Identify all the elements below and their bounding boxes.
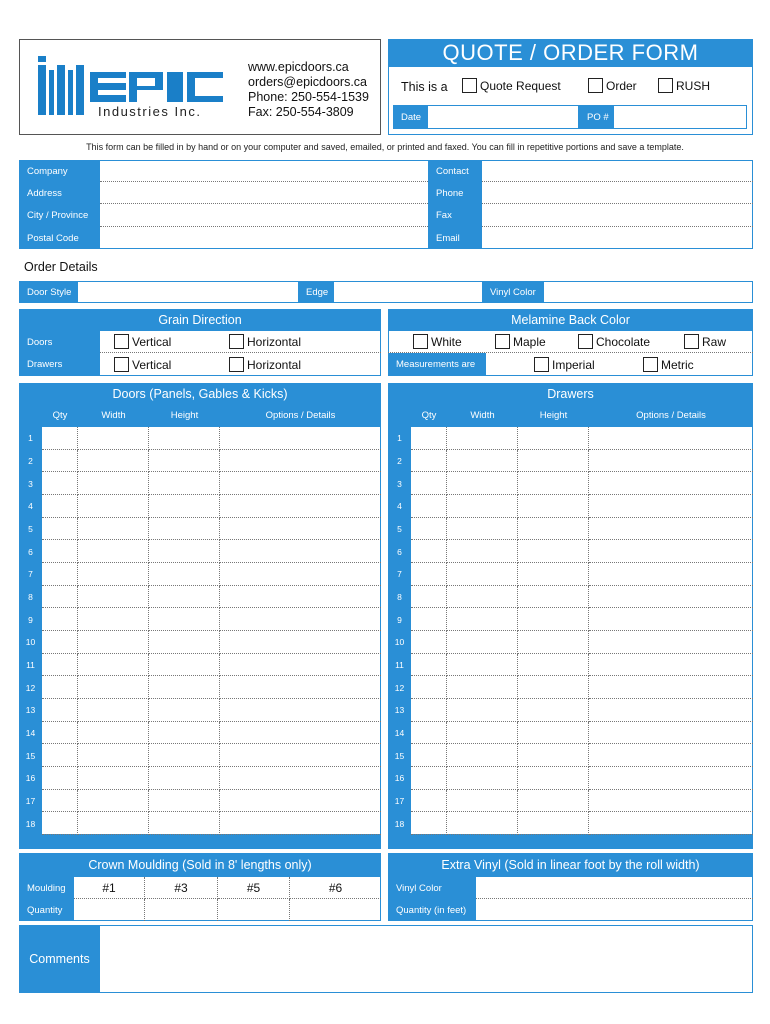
doors-cell[interactable]: [149, 586, 220, 609]
extra-vinyl-color-label: Vinyl Color: [388, 877, 476, 899]
doors-row-number: 2: [28, 455, 33, 466]
drawers-cell[interactable]: [589, 767, 753, 790]
melamine-raw-option[interactable]: Raw: [684, 334, 726, 349]
crown-quantity-field[interactable]: [218, 899, 290, 921]
chocolate-checkbox[interactable]: [578, 334, 593, 349]
drawers-cell[interactable]: [447, 676, 518, 699]
drawers-row-number: 13: [394, 705, 405, 716]
drawers-col-options: Options / Details: [636, 410, 706, 421]
doors-cell[interactable]: [149, 450, 220, 473]
drawers-cell[interactable]: [447, 427, 518, 450]
doors-cell[interactable]: [78, 495, 149, 518]
doors-vertical-option[interactable]: Vertical: [114, 334, 171, 349]
doors-cell[interactable]: [220, 540, 381, 563]
drawers-cell[interactable]: [518, 450, 589, 473]
fax-label: Fax: [428, 204, 482, 227]
drawers-cell[interactable]: [411, 540, 447, 563]
doors-cell[interactable]: [42, 767, 78, 790]
crown-option-label: #5: [218, 877, 290, 899]
phone-label: Phone: [428, 182, 482, 204]
address-label: Address: [19, 182, 100, 204]
doors-cell[interactable]: [149, 654, 220, 677]
drawers-cell[interactable]: [447, 654, 518, 677]
drawers-cell[interactable]: [411, 563, 447, 586]
doors-cell[interactable]: [220, 722, 381, 745]
drawers-cell[interactable]: [589, 790, 753, 813]
doors-row-number: 13: [25, 705, 36, 716]
drawers-cell[interactable]: [518, 812, 589, 835]
drawers-cell[interactable]: [447, 631, 518, 654]
metric-checkbox[interactable]: [643, 357, 658, 372]
doors-cell[interactable]: [149, 790, 220, 813]
metric-option[interactable]: Metric: [643, 357, 694, 372]
email-label: Email: [428, 227, 482, 249]
doors-cell[interactable]: [78, 450, 149, 473]
doors-cell[interactable]: [220, 654, 381, 677]
extra-vinyl-color-field[interactable]: [476, 877, 753, 899]
company-field[interactable]: [100, 160, 428, 182]
drawers-cell[interactable]: [411, 586, 447, 609]
drawers-cell[interactable]: [518, 631, 589, 654]
doors-cell[interactable]: [42, 744, 78, 767]
grain-doors-label: Doors: [19, 331, 100, 353]
website-link[interactable]: www.epicdoors.ca: [248, 60, 349, 74]
doors-cell[interactable]: [78, 767, 149, 790]
crown-moulding-title: Crown Moulding (Sold in 8' lengths only): [19, 853, 381, 877]
form-title: QUOTE / ORDER FORM: [388, 39, 753, 67]
drawers-cell[interactable]: [518, 540, 589, 563]
doors-cell[interactable]: [220, 744, 381, 767]
drawers-row-number: 3: [397, 478, 402, 489]
doors-horizontal-checkbox[interactable]: [229, 334, 244, 349]
drawers-cell[interactable]: [589, 563, 753, 586]
doors-row-number: 15: [25, 750, 36, 761]
doors-cell[interactable]: [78, 540, 149, 563]
crown-quantity-field[interactable]: [145, 899, 218, 921]
doors-cell[interactable]: [149, 812, 220, 835]
doors-row-number: 6: [28, 546, 33, 557]
raw-checkbox[interactable]: [684, 334, 699, 349]
extra-vinyl-title: Extra Vinyl (Sold in linear foot by the roll width): [388, 853, 753, 877]
doors-cell[interactable]: [42, 563, 78, 586]
doors-cell[interactable]: [149, 495, 220, 518]
drawers-cell[interactable]: [518, 744, 589, 767]
doors-cell[interactable]: [42, 676, 78, 699]
drawers-col-width: Width: [470, 410, 495, 421]
city-field[interactable]: [100, 204, 428, 227]
drawers-cell[interactable]: [589, 812, 753, 835]
doors-cell[interactable]: [42, 495, 78, 518]
drawers-cell[interactable]: [589, 699, 753, 722]
moulding-label: Moulding: [19, 877, 74, 899]
extra-vinyl-quantity-field[interactable]: [476, 899, 753, 921]
drawers-cell[interactable]: [518, 676, 589, 699]
doors-cell[interactable]: [149, 540, 220, 563]
drawers-row-number: 7: [397, 569, 402, 580]
drawers-cell[interactable]: [518, 722, 589, 745]
order-checkbox[interactable]: [588, 78, 603, 93]
drawers-row-number: 4: [397, 501, 402, 512]
grain-drawers-label: Drawers: [19, 353, 100, 376]
doors-table-title: Doors (Panels, Gables & Kicks): [112, 387, 288, 401]
crown-option-label: #6: [290, 877, 381, 899]
drawers-cell[interactable]: [589, 472, 753, 495]
drawers-cell[interactable]: [589, 495, 753, 518]
drawers-row-number: 9: [397, 614, 402, 625]
date-label: Date: [393, 105, 427, 129]
drawers-cell[interactable]: [589, 427, 753, 450]
melamine-maple-option[interactable]: Maple: [495, 334, 546, 349]
drawers-cell[interactable]: [589, 676, 753, 699]
doors-cell[interactable]: [78, 744, 149, 767]
drawers-cell[interactable]: [411, 676, 447, 699]
doors-cell[interactable]: [78, 427, 149, 450]
order-details-title: Order Details: [24, 260, 98, 274]
doors-cell[interactable]: [220, 676, 381, 699]
crown-option-label: #1: [74, 877, 145, 899]
door-style-field[interactable]: [78, 281, 298, 303]
fax-field[interactable]: [482, 204, 753, 227]
drawers-cell[interactable]: [518, 654, 589, 677]
drawers-cell[interactable]: [447, 767, 518, 790]
doors-cell[interactable]: [149, 518, 220, 541]
measurements-label: Measurements are: [388, 353, 486, 376]
order-option[interactable]: Order: [588, 78, 637, 93]
phone-text: Phone: 250-554-1539: [248, 90, 369, 104]
drawers-cell[interactable]: [411, 495, 447, 518]
doors-cell[interactable]: [149, 608, 220, 631]
drawers-cell[interactable]: [411, 790, 447, 813]
doors-cell[interactable]: [220, 495, 381, 518]
doors-row-number: 8: [28, 592, 33, 603]
date-field[interactable]: [427, 105, 579, 129]
doors-cell[interactable]: [149, 472, 220, 495]
this-is-a-label: This is a: [401, 80, 448, 94]
rush-option[interactable]: RUSH: [658, 78, 710, 93]
doors-cell[interactable]: [220, 450, 381, 473]
drawers-cell[interactable]: [518, 495, 589, 518]
drawers-cell[interactable]: [447, 450, 518, 473]
crown-quantity-label: Quantity: [19, 899, 74, 921]
drawers-cell[interactable]: [589, 608, 753, 631]
drawers-cell[interactable]: [411, 699, 447, 722]
doors-cell[interactable]: [42, 722, 78, 745]
doors-cell[interactable]: [78, 586, 149, 609]
postal-field[interactable]: [100, 227, 428, 249]
doors-cell[interactable]: [149, 767, 220, 790]
email-field[interactable]: [482, 227, 753, 249]
doors-row-number: 3: [28, 478, 33, 489]
drawers-row-number: 14: [394, 728, 405, 739]
doors-cell[interactable]: [42, 450, 78, 473]
drawers-cell[interactable]: [447, 472, 518, 495]
melamine-white-option[interactable]: White: [413, 334, 462, 349]
doors-row-number: 1: [28, 433, 33, 444]
crown-option-label: #3: [145, 877, 218, 899]
doors-cell[interactable]: [149, 699, 220, 722]
doors-cell[interactable]: [220, 631, 381, 654]
doors-row-number: 14: [25, 728, 36, 739]
drawers-cell[interactable]: [589, 654, 753, 677]
quote-request-checkbox[interactable]: [462, 78, 477, 93]
contact-info: [248, 60, 369, 120]
doors-cell[interactable]: [78, 608, 149, 631]
drawers-col-qty: Qty: [421, 410, 437, 421]
drawers-col-height: Height: [539, 410, 568, 421]
doors-cell[interactable]: [220, 563, 381, 586]
instructions-text: This form can be filled in by hand or on your computer and saved, emailed, or printed and faxed. You can fill in repetitive portions and save a template.: [86, 142, 684, 152]
edge-field[interactable]: [334, 281, 482, 303]
doors-cell[interactable]: [42, 631, 78, 654]
drawers-cell[interactable]: [589, 744, 753, 767]
drawers-cell[interactable]: [518, 608, 589, 631]
doors-cell[interactable]: [220, 699, 381, 722]
doors-cell[interactable]: [220, 427, 381, 450]
doors-cell[interactable]: [220, 812, 381, 835]
doors-cell[interactable]: [42, 427, 78, 450]
doors-cell[interactable]: [42, 790, 78, 813]
drawers-cell[interactable]: [447, 699, 518, 722]
drawers-row-number: 10: [394, 637, 405, 648]
city-label: City / Province: [19, 204, 100, 227]
drawers-cell[interactable]: [518, 767, 589, 790]
doors-cell[interactable]: [42, 699, 78, 722]
edge-label: Edge: [298, 281, 334, 303]
doors-row-number: 11: [26, 660, 35, 671]
drawers-cell[interactable]: [447, 495, 518, 518]
melamine-chocolate-option[interactable]: Chocolate: [578, 334, 650, 349]
contact-field[interactable]: [482, 160, 753, 182]
doors-cell[interactable]: [78, 699, 149, 722]
doors-row-number: 12: [25, 682, 36, 693]
drawers-row-number: 18: [394, 818, 405, 829]
doors-col-options: Options / Details: [265, 410, 336, 421]
doors-cell[interactable]: [78, 654, 149, 677]
doors-cell[interactable]: [42, 812, 78, 835]
drawers-cell[interactable]: [411, 518, 447, 541]
drawers-cell[interactable]: [518, 472, 589, 495]
drawers-cell[interactable]: [447, 608, 518, 631]
crown-quantity-field[interactable]: [74, 899, 145, 921]
drawers-vertical-option[interactable]: Vertical: [114, 357, 171, 372]
fax-text: Fax: 250-554-3809: [248, 105, 354, 119]
doors-cell[interactable]: [42, 472, 78, 495]
company-label: Company: [19, 160, 100, 182]
drawers-cell[interactable]: [447, 722, 518, 745]
doors-row-number: 7: [28, 569, 33, 580]
doors-row-number: 9: [28, 614, 33, 625]
drawers-cell[interactable]: [447, 586, 518, 609]
doors-cell[interactable]: [220, 608, 381, 631]
doors-cell[interactable]: [149, 722, 220, 745]
doors-cell[interactable]: [220, 586, 381, 609]
grain-direction-title: Grain Direction: [19, 309, 381, 331]
doors-cell[interactable]: [78, 472, 149, 495]
doors-row-number: 16: [25, 773, 36, 784]
drawers-cell[interactable]: [411, 654, 447, 677]
drawers-cell[interactable]: [518, 427, 589, 450]
doors-cell[interactable]: [42, 540, 78, 563]
extra-vinyl-quantity-label: Quantity (in feet): [388, 899, 476, 921]
doors-row-number: 18: [25, 818, 36, 829]
doors-cell[interactable]: [220, 518, 381, 541]
doors-cell[interactable]: [78, 518, 149, 541]
drawers-cell[interactable]: [411, 631, 447, 654]
drawers-row-number: 2: [397, 455, 402, 466]
drawers-row-number: 15: [394, 750, 405, 761]
imperial-checkbox[interactable]: [534, 357, 549, 372]
doors-cell[interactable]: [42, 608, 78, 631]
drawers-cell[interactable]: [447, 812, 518, 835]
drawers-cell[interactable]: [518, 790, 589, 813]
drawers-cell[interactable]: [589, 586, 753, 609]
doors-row-number: 17: [25, 796, 36, 807]
po-label: PO #: [579, 105, 613, 129]
rush-checkbox[interactable]: [658, 78, 673, 93]
drawers-cell[interactable]: [411, 767, 447, 790]
white-checkbox[interactable]: [413, 334, 428, 349]
drawers-cell[interactable]: [411, 608, 447, 631]
drawers-row-number: 5: [397, 524, 402, 534]
drawers-cell[interactable]: [447, 518, 518, 541]
drawers-cell[interactable]: [518, 518, 589, 541]
drawers-cell[interactable]: [411, 450, 447, 473]
drawers-cell[interactable]: [589, 540, 753, 563]
drawers-cell[interactable]: [411, 472, 447, 495]
doors-col-width: Width: [101, 410, 126, 421]
crown-quantity-field[interactable]: [290, 899, 381, 921]
doors-cell[interactable]: [220, 767, 381, 790]
drawers-horizontal-option[interactable]: Horizontal: [229, 357, 301, 372]
po-field[interactable]: [613, 105, 747, 129]
contact-label: Contact: [428, 160, 482, 182]
drawers-row-number: 11: [395, 660, 404, 671]
drawers-cell[interactable]: [447, 744, 518, 767]
drawers-row-number: 12: [394, 682, 405, 693]
drawers-cell[interactable]: [411, 722, 447, 745]
doors-table-footer: [19, 835, 381, 849]
drawers-row-number: 6: [397, 546, 402, 557]
doors-vertical-checkbox[interactable]: [114, 334, 129, 349]
drawers-cell[interactable]: [589, 450, 753, 473]
maple-checkbox[interactable]: [495, 334, 510, 349]
doors-cell[interactable]: [78, 722, 149, 745]
doors-cell[interactable]: [42, 518, 78, 541]
doors-cell[interactable]: [42, 654, 78, 677]
doors-cell[interactable]: [220, 790, 381, 813]
doors-cell[interactable]: [78, 790, 149, 813]
melamine-title: Melamine Back Color: [388, 309, 753, 331]
doors-cell[interactable]: [220, 472, 381, 495]
drawers-cell[interactable]: [518, 586, 589, 609]
phone-field[interactable]: [482, 182, 753, 204]
drawers-table-title: Drawers: [547, 387, 594, 401]
doors-cell[interactable]: [78, 676, 149, 699]
drawers-cell[interactable]: [589, 518, 753, 541]
drawers-vertical-checkbox[interactable]: [114, 357, 129, 372]
drawers-cell[interactable]: [447, 563, 518, 586]
doors-cell[interactable]: [149, 744, 220, 767]
drawers-cell[interactable]: [518, 699, 589, 722]
doors-col-height: Height: [170, 410, 199, 421]
drawers-cell[interactable]: [589, 631, 753, 654]
doors-cell[interactable]: [149, 427, 220, 450]
drawers-cell[interactable]: [518, 563, 589, 586]
doors-cell[interactable]: [42, 586, 78, 609]
doors-cell[interactable]: [149, 563, 220, 586]
vinyl-color-field[interactable]: [544, 281, 753, 303]
doors-cell[interactable]: [149, 631, 220, 654]
drawers-row-number: 17: [394, 796, 405, 807]
doors-row-number: 5: [28, 524, 33, 534]
doors-row-number: 10: [25, 637, 36, 648]
address-field[interactable]: [100, 182, 428, 204]
drawers-cell[interactable]: [589, 722, 753, 745]
email-link[interactable]: orders@epicdoors.ca: [248, 75, 367, 89]
comments-label: Comments: [19, 925, 100, 993]
drawers-row-number: 16: [394, 773, 405, 784]
doors-col-qty: Qty: [52, 410, 68, 421]
drawers-cell[interactable]: [411, 427, 447, 450]
drawers-table-footer: [388, 835, 753, 849]
vinyl-color-label: Vinyl Color: [482, 281, 544, 303]
doors-cell[interactable]: [149, 676, 220, 699]
drawers-row-number: 8: [397, 592, 402, 603]
logo-subtitle: Industries Inc.: [98, 104, 202, 119]
doors-horizontal-option[interactable]: Horizontal: [229, 334, 301, 349]
postal-label: Postal Code: [19, 227, 100, 249]
drawers-cell[interactable]: [411, 812, 447, 835]
drawers-cell[interactable]: [447, 790, 518, 813]
imperial-option[interactable]: Imperial: [534, 357, 595, 372]
doors-row-number: 4: [28, 501, 33, 512]
quote-request-option[interactable]: Quote Request: [462, 78, 561, 93]
drawers-row-number: 1: [397, 433, 402, 444]
drawers-cell[interactable]: [411, 744, 447, 767]
drawers-cell[interactable]: [447, 540, 518, 563]
comments-field[interactable]: [100, 925, 753, 993]
doors-cell[interactable]: [78, 631, 149, 654]
door-style-label: Door Style: [19, 281, 78, 303]
drawers-horizontal-checkbox[interactable]: [229, 357, 244, 372]
doors-cell[interactable]: [78, 563, 149, 586]
doors-cell[interactable]: [78, 812, 149, 835]
